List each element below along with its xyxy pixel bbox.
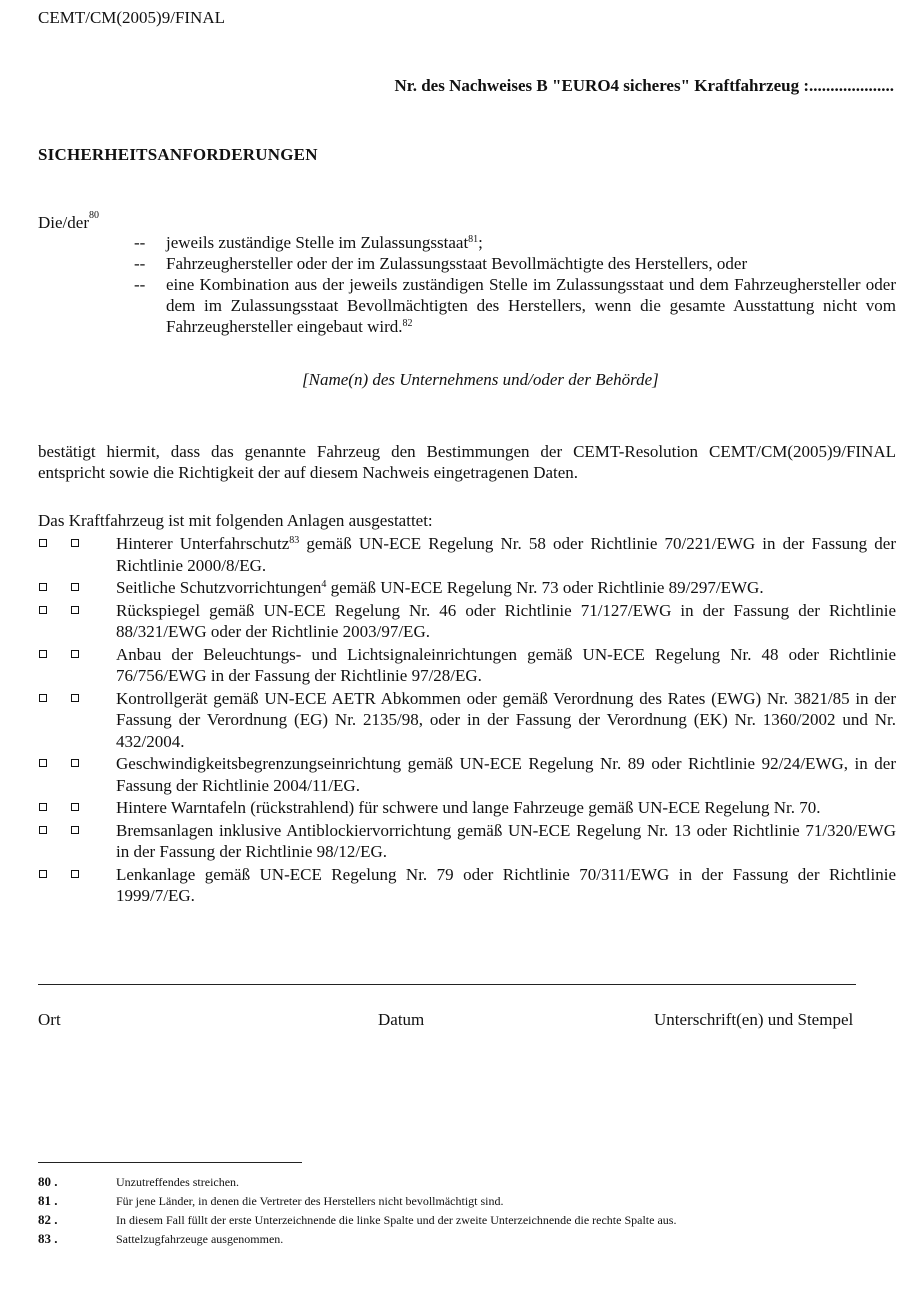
- dash-bullet: --: [134, 233, 146, 252]
- equipment-text: [116, 600, 896, 643]
- checkbox-left[interactable]: [39, 870, 47, 878]
- equipment-text: [116, 688, 896, 753]
- checkbox-left[interactable]: [39, 826, 47, 834]
- equipment-regulation: gemäß UN-ECE Regelung Nr. 58 oder Richtlinie 70/221/EWG in der Fassung der Richtlinie 2000/8/EG.: [116, 534, 897, 575]
- equipment-name: Geschwindigkeitsbegrenzungseinrichtung gemäß UN-ECE Regelung Nr. 89 oder Richtlinie 92/24/EWG, in der Fassung der Richtlinie 2004/11/EG.: [116, 754, 896, 795]
- footnote-ref: 80: [88, 210, 99, 221]
- party-item: [134, 232, 896, 253]
- checkbox-right[interactable]: [71, 539, 79, 547]
- party-label: eine Kombination aus der jeweils zuständigen Stelle im Zulassungsstaat und dem Fahrzeughersteller oder dem im Zulassungsstaat Bevollmächtigten des Herstellers, wenn die gesamte Ausstattung nicht vom Fahrzeughersteller eingebaut wird.: [166, 275, 896, 336]
- equipment-intro: Das Kraftfahrzeug ist mit folgenden Anlagen ausgestattet:: [38, 511, 433, 530]
- footnote-text: Für jene Länder, in denen die Vertreter des Herstellers nicht bevollmächtigt sind.: [116, 1194, 504, 1208]
- equipment-name: Rückspiegel gemäß UN-ECE Regelung Nr. 46 oder Richtlinie 71/127/EWG in der Fassung der Richtlinie 88/321/EWG oder der Richtlinie 2003/97/EG.: [116, 600, 896, 641]
- document-reference: CEMT/CM(2005)9/FINAL: [38, 8, 225, 27]
- equipment-item: [38, 577, 896, 599]
- equipment-item: [38, 753, 896, 796]
- checkbox-group: [38, 820, 116, 863]
- checkbox-left[interactable]: [39, 539, 47, 547]
- party-suffix: ;: [478, 233, 483, 252]
- checkbox-right[interactable]: [71, 583, 79, 591]
- footnote-number: 82 .: [38, 1212, 58, 1227]
- footnote-ref: 83: [289, 535, 300, 546]
- certificate-number-label: Nr. des Nachweises B "EURO4 sicheres" Kraftfahrzeug :....................: [394, 76, 894, 95]
- equipment-item: [38, 820, 896, 863]
- party-label: jeweils zuständige Stelle im Zulassungsstaat: [166, 233, 469, 252]
- equipment-regulation: gemäß UN-ECE Regelung Nr. 73 oder Richtlinie 89/297/EWG.: [326, 578, 764, 597]
- equipment-text: [116, 577, 896, 599]
- equipment-text: [116, 820, 896, 863]
- party-item: [134, 253, 896, 274]
- checkbox-right[interactable]: [71, 759, 79, 767]
- footnote-text: In diesem Fall füllt der erste Unterzeichnende die linke Spalte und der zweite Unterzeichnende die rechte Spalte aus.: [116, 1213, 677, 1227]
- equipment-text: [116, 797, 896, 819]
- footnote-item: [38, 1212, 898, 1231]
- equipment-text: [116, 533, 896, 576]
- checkbox-group: [38, 577, 116, 599]
- checkbox-left[interactable]: [39, 583, 47, 591]
- equipment-name: Seitliche Schutzvorrichtungen: [116, 578, 322, 597]
- footnote-item: [38, 1193, 898, 1212]
- dash-bullet: --: [134, 275, 146, 294]
- equipment-name: Bremsanlagen inklusive Antiblockiervorrichtung gemäß UN-ECE Regelung Nr. 13 oder Richtlinie 71/320/EWG in der Fassung der Richtlinie 98/12/EG.: [116, 820, 896, 861]
- checkbox-group: [38, 864, 116, 907]
- checkbox-left[interactable]: [39, 606, 47, 614]
- checkbox-right[interactable]: [71, 826, 79, 834]
- party-text: [166, 232, 896, 253]
- checkbox-right[interactable]: [71, 870, 79, 878]
- intro-text: [38, 210, 99, 233]
- equipment-item: [38, 644, 896, 687]
- checkbox-left[interactable]: [39, 803, 47, 811]
- party-text: [166, 274, 896, 337]
- party-label: Fahrzeughersteller oder der im Zulassungsstaat Bevollmächtigte des Herstellers, oder: [166, 254, 748, 273]
- signature-line: [38, 984, 856, 985]
- signature-date-label: Datum: [378, 1010, 425, 1029]
- intro-label: Die/der: [38, 213, 89, 232]
- equipment-item: [38, 864, 896, 907]
- footnote-item: [38, 1174, 898, 1193]
- checkbox-group: [38, 688, 116, 753]
- equipment-name: Hinterer Unterfahrschutz: [116, 534, 290, 553]
- footnote-ref: 81: [468, 234, 479, 245]
- equipment-name: Hintere Warntafeln (rückstrahlend) für schwere und lange Fahrzeuge gemäß UN-ECE Regelung Nr. 70.: [116, 798, 821, 817]
- checkbox-group: [38, 600, 116, 643]
- checkbox-group: [38, 753, 116, 796]
- section-title: SICHERHEITSANFORDERUNGEN: [38, 145, 318, 164]
- checkbox-group: [38, 533, 116, 576]
- party-item: [134, 274, 896, 337]
- equipment-text: [116, 644, 896, 687]
- footnote-text: Unzutreffendes streichen.: [116, 1175, 240, 1189]
- checkbox-right[interactable]: [71, 650, 79, 658]
- footnote-ref: 82: [402, 318, 413, 329]
- checkbox-left[interactable]: [39, 759, 47, 767]
- equipment-list: [38, 533, 896, 908]
- confirmation-paragraph: [38, 441, 896, 483]
- party-text: [166, 253, 896, 274]
- footnote-item: [38, 1231, 898, 1250]
- footnote-number: 83 .: [38, 1231, 58, 1246]
- footnote-separator: [38, 1162, 302, 1163]
- equipment-item: [38, 797, 896, 819]
- equipment-name: Lenkanlage gemäß UN-ECE Regelung Nr. 79 oder Richtlinie 70/311/EWG in der Fassung der Richtlinie 1999/7/EG.: [116, 864, 896, 905]
- equipment-name: Anbau der Beleuchtungs- und Lichtsignaleinrichtungen gemäß UN-ECE Regelung Nr. 48 oder Richtlinie 76/756/EWG in der Fassung der Richtlinie 97/28/EG.: [116, 644, 896, 685]
- dash-bullet: --: [134, 254, 146, 273]
- checkbox-left[interactable]: [39, 694, 47, 702]
- equipment-item: [38, 688, 896, 753]
- footnote-number: 81 .: [38, 1193, 58, 1208]
- organisation-placeholder: [Name(n) des Unternehmens und/oder der Behörde]: [302, 370, 659, 389]
- checkbox-right[interactable]: [71, 606, 79, 614]
- party-list: [134, 232, 896, 337]
- equipment-text: [116, 864, 896, 907]
- checkbox-group: [38, 644, 116, 687]
- confirmation-text: bestätigt hiermit, dass das genannte Fahrzeug den Bestimmungen der CEMT-Resolution CEMT/CM(2005)9/FINAL entspricht sowie die Richtigkeit der auf diesem Nachweis eingetragenen Daten.: [38, 442, 896, 482]
- footnote-text: Sattelzugfahrzeuge ausgenommen.: [116, 1232, 284, 1246]
- checkbox-left[interactable]: [39, 650, 47, 658]
- checkbox-right[interactable]: [71, 694, 79, 702]
- signature-stamp-label: Unterschrift(en) und Stempel: [654, 1010, 854, 1029]
- checkbox-right[interactable]: [71, 803, 79, 811]
- equipment-text: [116, 753, 896, 796]
- checkbox-group: [38, 797, 116, 819]
- equipment-name: Kontrollgerät gemäß UN-ECE AETR Abkommen oder gemäß Verordnung des Rates (EWG) Nr. 3821/85 in der Fassung der Verordnung (EG) Nr. 2135/98, oder in der Fassung der Verordnung (EK) Nr. 1360/2002 und Nr. 432/2004.: [116, 688, 896, 751]
- footnote-number: 80 .: [38, 1174, 58, 1189]
- equipment-item: [38, 600, 896, 643]
- signature-place-label: Ort: [38, 1010, 61, 1029]
- equipment-item: [38, 533, 896, 576]
- footnotes: [38, 1174, 898, 1250]
- footnote-ref: 4: [321, 579, 327, 590]
